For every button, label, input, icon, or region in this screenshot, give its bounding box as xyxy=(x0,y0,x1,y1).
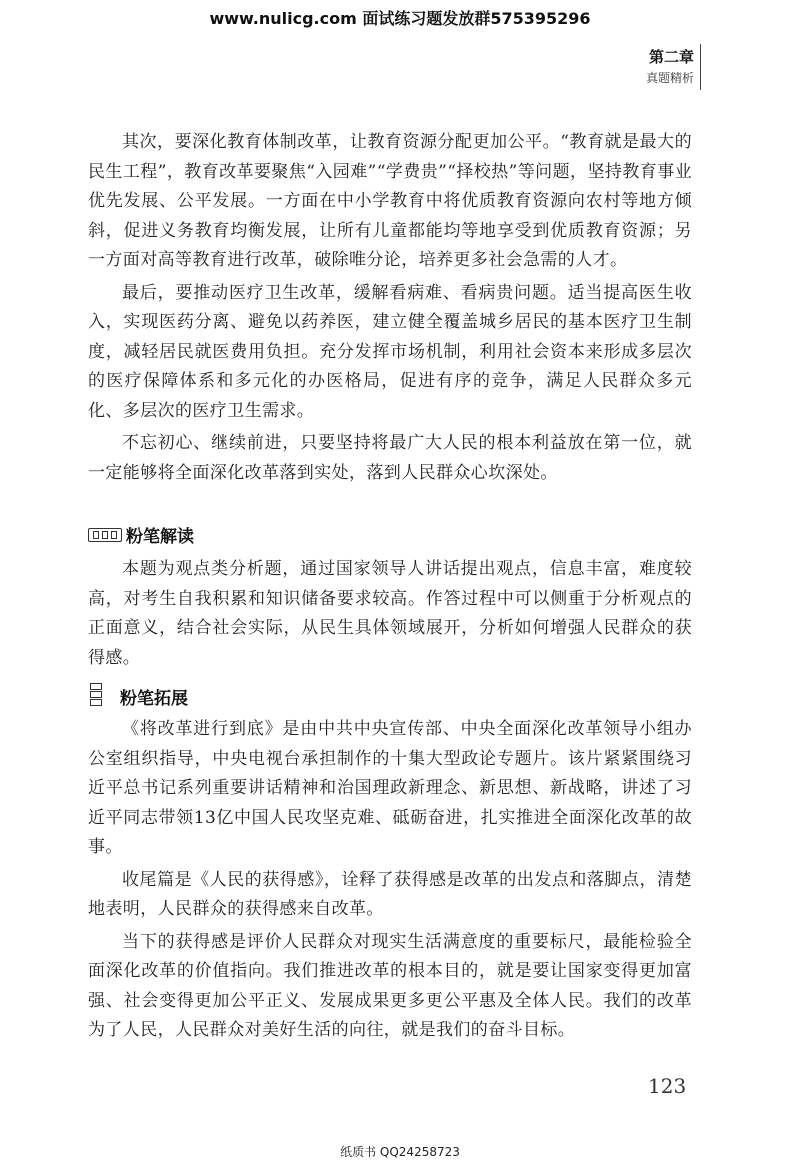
section-heading xyxy=(88,683,692,709)
top-banner: www.nulicg.com 面试练习题发放群575395296 xyxy=(209,9,591,28)
paragraph: 最后，要推动医疗卫生改革，缓解看病难、看病贵问题。适当提高医生收入，实现医药分离、避免以药养医，建立健全覆盖城乡居民的基本医疗卫生制度，减轻居民就医费用负担。充分发挥市场机制，利用社会资本来形成多层次的医疗保障体系和多元化的办医格局，促进有序的竞争，满足人民群众多元化、多层次的医疗卫生需求。 xyxy=(88,282,692,421)
paragraph: 本题为观点类分析题，通过国家领导人讲话提出观点，信息丰富，难度较高，对考生自我积累和知识储备要求较高。作答过程中可以侧重于分析观点的正面意义，结合社会实际，从民生具体领域展开，分析如何增强人民群众的获得感。 xyxy=(88,559,692,668)
chapter-header xyxy=(646,46,694,88)
section-heading-text: 粉笔拓展 xyxy=(120,688,188,709)
section-heading xyxy=(88,522,692,547)
section-answer xyxy=(88,128,692,491)
section-interpretation xyxy=(88,522,692,676)
page-number: 123 xyxy=(648,1074,687,1098)
paragraph: 其次，要深化教育体制改革，让教育资源分配更加公平。“教育就是最大的民生工程”，教育改革要聚焦“入园难”“学费贵”“择校热”等问题，坚持教育事业优先发展、公平发展。一方面在中小学教育中将优质教育资源向农村等地方倾斜，促进义务教育均衡发展，让所有儿童都能均等地享受到优质教育资源；另一方面对高等教育进行改革，破除唯分论，培养更多社会急需的人才。 xyxy=(88,132,692,270)
section-extension xyxy=(88,683,692,1049)
chapter-divider xyxy=(700,44,701,90)
paragraph: 《将改革进行到底》是由中共中央宣传部、中央全面深化改革领导小组办公室组织指导，中央电视台承担制作的十集大型政论专题片。该片紧紧围绕习近平总书记系列重要讲话精神和治国理政新理念、新思想、新战略，讲述了习近平同志带领13亿中国人民攻坚克难、砥砺奋进，扎实推进全面深化改革的故事。 xyxy=(88,719,692,857)
book-stack-icon xyxy=(88,683,104,709)
section-heading-text: 粉笔解读 xyxy=(126,527,194,547)
paragraph: 当下的获得感是评价人民群众对现实生活满意度的重要标尺，最能检验全面深化改革的价值指向。我们推进改革的根本目的，就是要让国家变得更加富强、社会变得更加公平正义、发展成果更多更公平惠及全体人民。我们的改革为了人民，人民群众对美好生活的向往，就是我们的奋斗目标。 xyxy=(88,931,692,1040)
chapter-subtitle: 真题精析 xyxy=(645,71,694,85)
footer-note: 纸质书 QQ24258723 xyxy=(340,1145,460,1159)
chalk-icon xyxy=(88,528,122,542)
paragraph: 不忘初心、继续前进，只要坚持将最广大人民的根本利益放在第一位，就一定能够将全面深化改革落到实处，落到人民群众心坎深处。 xyxy=(88,433,692,483)
chapter-title: 第二章 xyxy=(648,48,694,66)
paragraph: 收尾篇是《人民的获得感》，诠释了获得感是改革的出发点和落脚点，清楚地表明，人民群众的获得感来自改革。 xyxy=(88,869,692,919)
